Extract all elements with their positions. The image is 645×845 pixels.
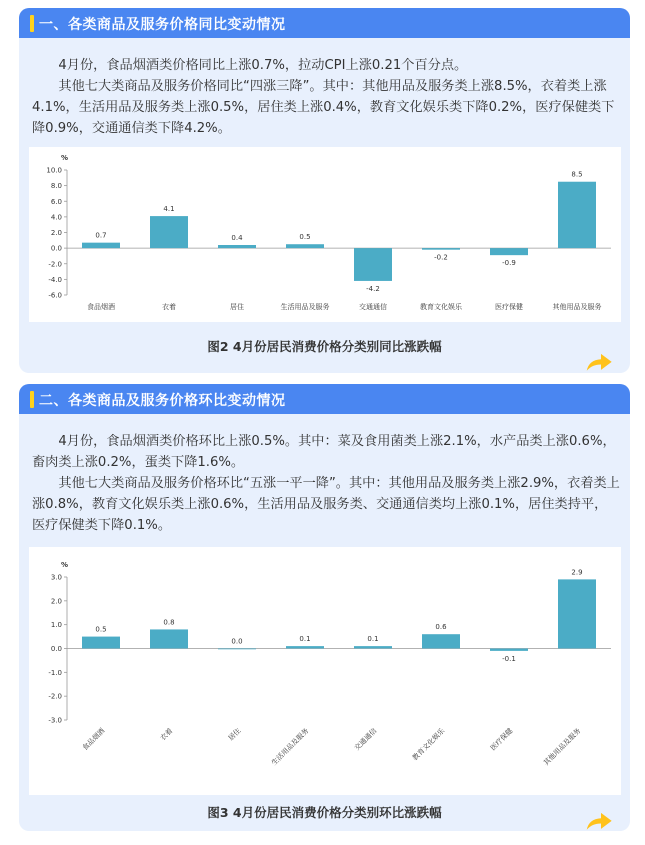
bar-value-label: -0.2 — [434, 253, 448, 262]
section-header-mom — [19, 384, 630, 414]
paragraph: 4月份，食品烟酒类价格同比上涨0.7%，拉动CPI上涨0.21个百分点。 — [58, 58, 468, 73]
bar-value-label: 0.4 — [231, 234, 243, 242]
chart-bar — [286, 646, 324, 648]
y-tick-label: 8.0 — [50, 182, 62, 191]
axis-unit-label: % — [61, 561, 69, 569]
section-title-mom: 二、各类商品及服务价格环比变动情况 — [39, 393, 286, 409]
bar-value-label: 2.9 — [571, 568, 583, 577]
y-tick-label: -2.0 — [48, 692, 62, 701]
bar-value-label: 8.5 — [571, 170, 583, 179]
x-category-label: 教育文化娱乐 — [420, 303, 462, 311]
bar-value-label: 0.6 — [435, 623, 447, 632]
chart-bar — [490, 248, 528, 255]
section-header-yoy — [19, 8, 630, 38]
x-category-label: 生活用品及服务 — [270, 726, 311, 768]
y-tick-label: 1.0 — [50, 621, 62, 630]
chart-bar — [422, 634, 460, 648]
bar-chart-yoy — [29, 147, 621, 322]
bar-value-label: 0.8 — [163, 618, 175, 627]
chart-bar — [150, 629, 188, 648]
section-text-mom — [32, 431, 620, 536]
corner-arrow-icon — [585, 347, 617, 375]
y-tick-label: 2.0 — [50, 229, 62, 237]
chart-bar — [558, 182, 596, 248]
y-tick-label: -1.0 — [48, 668, 62, 677]
y-tick-label: 4.0 — [50, 213, 62, 222]
paragraph: 其他七大类商品及服务价格环比“五涨一平一降”。其中：其他用品及服务类上涨2.9%，衣着类上涨0.8%，教育文化娱乐类上涨0.6%，生活用品及服务类、交通通信类均上涨0.1%，居住类持平，医疗保健类下降0.1%。 — [32, 476, 620, 533]
chart-bar — [82, 243, 120, 248]
x-category-label: 交通通信 — [352, 726, 379, 753]
header-accent-bar — [30, 391, 34, 408]
bar-chart-mom — [29, 547, 621, 795]
paragraph: 4月份，食品烟酒类价格环比上涨0.5%。其中：菜及食用菌类上涨2.1%，水产品类上涨0.6%，畜肉类上涨0.2%，蛋类下降1.6%。 — [32, 434, 616, 470]
bar-value-label: -0.1 — [502, 654, 516, 663]
figure-caption-mom: 图3 4月份居民消费价格分类别环比涨跌幅 — [207, 805, 442, 820]
x-category-label: 交通通信 — [359, 303, 387, 311]
x-category-label: 生活用品及服务 — [280, 303, 330, 311]
chart-bar — [82, 637, 120, 649]
y-tick-label: 3.0 — [50, 573, 62, 582]
y-tick-label: 10.0 — [46, 166, 62, 175]
y-tick-label: -4.0 — [48, 275, 62, 284]
chart-yoy — [29, 147, 621, 322]
bar-value-label: 0.1 — [367, 635, 379, 644]
chart-bar — [354, 248, 392, 281]
chart-bar — [422, 248, 460, 250]
x-category-label: 衣着 — [162, 303, 176, 311]
section-text-yoy — [32, 55, 620, 139]
bar-value-label: 4.1 — [163, 205, 175, 214]
x-category-label: 其他用品及服务 — [552, 303, 602, 311]
x-category-label: 教育文化娱乐 — [411, 726, 447, 763]
x-category-label: 居住 — [226, 726, 243, 743]
x-category-label: 医疗保健 — [495, 303, 523, 311]
figure-caption-yoy: 图2 4月份居民消费价格分类别同比涨跌幅 — [207, 339, 442, 354]
chart-bar — [558, 579, 596, 648]
x-category-label: 食品烟酒 — [87, 303, 115, 311]
x-category-label: 食品烟酒 — [80, 726, 107, 753]
chart-bar — [286, 244, 324, 248]
bar-value-label: 0.0 — [231, 637, 243, 646]
chart-bar — [354, 646, 392, 648]
bar-value-label: 0.5 — [95, 625, 107, 634]
x-category-label: 衣着 — [158, 726, 175, 743]
y-tick-label: 2.0 — [50, 597, 62, 606]
header-accent-bar — [30, 15, 34, 32]
paragraph: 其他七大类商品及服务价格同比“四涨三降”。其中：其他用品及服务类上涨8.5%，衣着类上涨4.1%，生活用品及服务类上涨0.5%，居住类上涨0.4%，教育文化娱乐类下降0.2%，医疗保健类下降0.9%，交通通信类下降4.2%。 — [32, 79, 615, 136]
y-tick-label: -2.0 — [48, 260, 62, 269]
bar-value-label: -4.2 — [366, 284, 380, 293]
x-category-label: 其他用品及服务 — [542, 726, 583, 768]
y-tick-label: 0.0 — [50, 244, 62, 253]
y-tick-label: -3.0 — [48, 716, 62, 725]
chart-bar — [490, 649, 528, 651]
section-title-yoy: 一、各类商品及服务价格同比变动情况 — [39, 17, 286, 33]
y-tick-label: 0.0 — [50, 645, 62, 653]
chart-bar — [150, 216, 188, 248]
bar-value-label: 0.5 — [299, 233, 311, 242]
chart-bar — [218, 649, 256, 650]
y-tick-label: 6.0 — [50, 197, 62, 206]
chart-bar — [218, 245, 256, 248]
x-category-label: 医疗保健 — [488, 726, 515, 753]
chart-mom — [29, 547, 621, 795]
x-category-label: 居住 — [230, 303, 244, 311]
bar-value-label: 0.7 — [95, 231, 107, 240]
bar-value-label: -0.9 — [502, 259, 516, 268]
corner-arrow-icon — [585, 806, 617, 834]
axis-unit-label: % — [61, 154, 69, 162]
y-tick-label: -6.0 — [48, 291, 62, 300]
bar-value-label: 0.1 — [299, 635, 311, 644]
